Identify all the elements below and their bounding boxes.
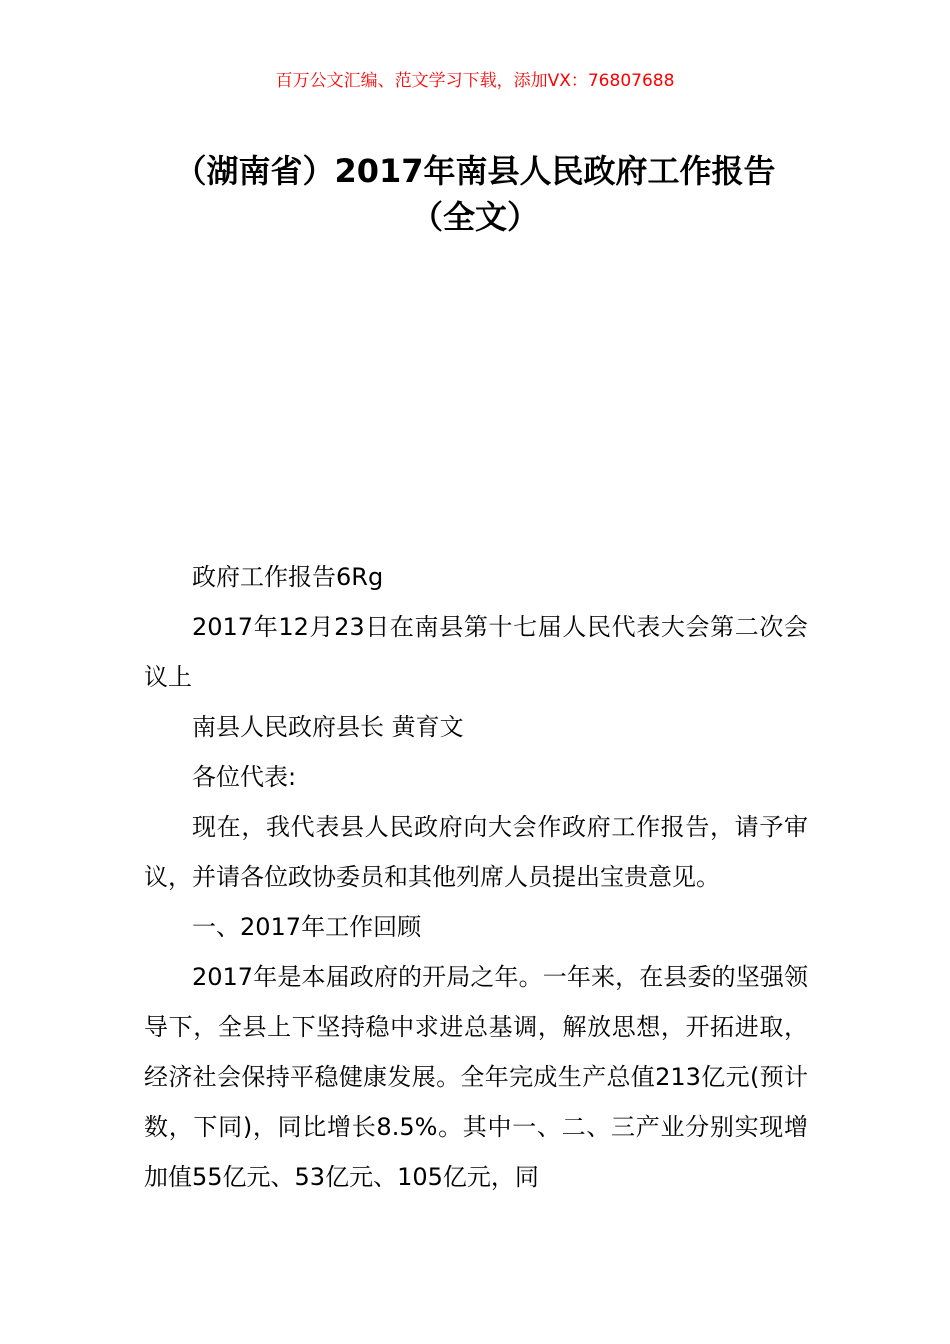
- opening-paragraph: 现在，我代表县人民政府向大会作政府工作报告，请予审议，并请各位政协委员和其他列席人员提出宝贵意见。: [144, 813, 808, 891]
- title-line-2: （全文）: [410, 198, 539, 236]
- speaker-line: 南县人民政府县长 黄育文: [192, 713, 464, 741]
- download-notice: 百万公文汇编、范文学习下载，添加VX：76807688: [275, 71, 675, 91]
- document-body: [144, 552, 808, 1202]
- review-paragraph: 2017年是本届政府的开局之年。一年来，在县委的坚强领导下，全县上下坚持稳中求进总基调，解放思想，开拓进取，经济社会保持平稳健康发展。全年完成生产总值213亿元(预计数，下同)，同比增长8.5%。其中一、二、三产业分别实现增加值55亿元、53亿元、105亿元，同: [144, 963, 808, 1191]
- title-line-1: （湖南省）2017年南县人民政府工作报告: [174, 152, 776, 190]
- meeting-info: 2017年12月23日在南县第十七届人民代表大会第二次会议上: [144, 613, 808, 691]
- section-heading: 一、2017年工作回顾: [192, 913, 422, 941]
- salutation: 各位代表:: [192, 763, 297, 791]
- report-label: 政府工作报告6Rg: [192, 563, 384, 591]
- document-title: [120, 148, 830, 240]
